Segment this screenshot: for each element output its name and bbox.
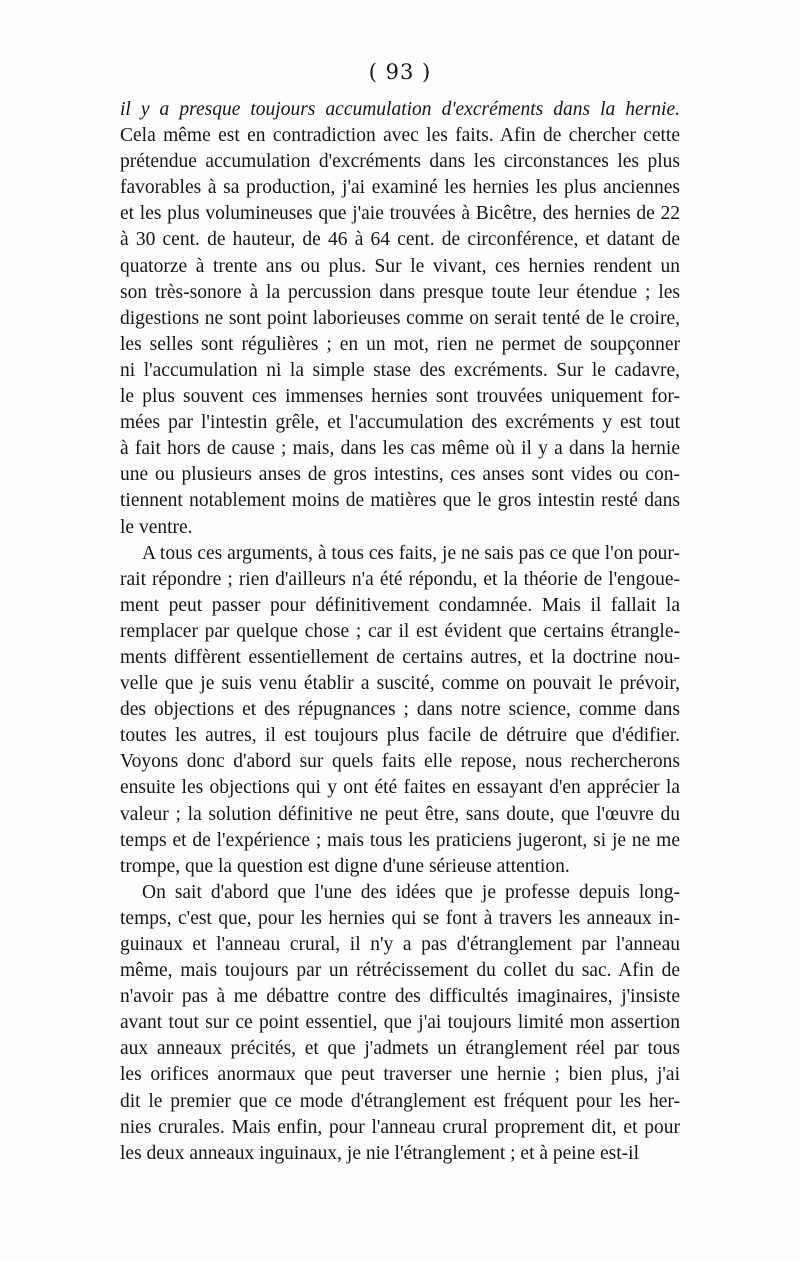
paragraph-p1 bbox=[120, 97, 680, 541]
text-line: toutes les autres, il est toujours plus facile de détruire que d'édifier. bbox=[120, 725, 680, 747]
text-line: le plus souvent ces immenses hernies sont trouvées uniquement for- bbox=[120, 386, 680, 408]
text-line: ment peut passer pour définitivement condamnée. Mais il fallait la bbox=[120, 594, 680, 616]
text-line: une ou plusieurs anses de gros intestins, ces anses sont vides ou con- bbox=[120, 464, 680, 486]
text-line: mées par l'intestin grêle, et l'accumulation des excréments y est tout bbox=[120, 412, 680, 434]
page-number: ( 93 ) bbox=[368, 60, 432, 84]
text-line: valeur ; la solution définitive ne peut être, sans doute, que l'œuvre du bbox=[120, 803, 680, 825]
text-line: ensuite les objections qui y ont été faites en essayant d'en apprécier la bbox=[120, 777, 680, 799]
text-line: trompe, que la question est digne d'une sérieuse attention. bbox=[120, 855, 570, 877]
text-line: même, mais toujours par un rétrécissement du collet du sac. Afin de bbox=[120, 960, 680, 982]
text-line: Cela même est en contradiction avec les faits. Afin de chercher cette bbox=[120, 125, 680, 147]
text-line: à 30 cent. de hauteur, de 46 à 64 cent. de circonférence, et datant de bbox=[120, 229, 680, 251]
text-line: ments diffèrent essentiellement de certains autres, et la doctrine nou- bbox=[120, 646, 680, 668]
text-line: n'avoir pas à me débattre contre des difficultés imaginaires, j'insiste bbox=[120, 986, 680, 1008]
text-line: avant tout sur ce point essentiel, que j'ai toujours limité mon assertion bbox=[120, 1012, 680, 1034]
text-line: les deux anneaux inguinaux, je nie l'étranglement ; et à peine est-il bbox=[120, 1142, 639, 1164]
text-line: guinaux et l'anneau crural, il n'y a pas d'étranglement par l'anneau bbox=[120, 934, 680, 955]
paragraph-p2 bbox=[120, 541, 680, 880]
text-line: prétendue accumulation d'excréments dans les circonstances les plus bbox=[120, 151, 680, 173]
text-line: et les plus volumineuses que j'aie trouvées à Bicêtre, des hernies de 22 bbox=[120, 203, 680, 225]
text-line: son très-sonore à la percussion dans presque toute leur étendue ; les bbox=[120, 281, 680, 303]
text-line: temps et de l'expérience ; mais tous les praticiens jugeront, si je ne me bbox=[120, 829, 680, 851]
text-line: favorables à sa production, j'ai examiné les hernies les plus anciennes bbox=[120, 177, 680, 199]
text-line: Voyons donc d'abord sur quels faits elle repose, nous rechercherons bbox=[120, 751, 680, 773]
paragraph-p3 bbox=[120, 880, 680, 1167]
text-line: aux anneaux précités, et que j'admets un étranglement réel par tous bbox=[120, 1038, 680, 1060]
text-line: tiennent notablement moins de matières que le gros intestin resté dans bbox=[120, 490, 680, 512]
text-line: le ventre. bbox=[120, 516, 193, 538]
text-line: velle que je suis venu établir a suscité, comme on pouvait le prévoir, bbox=[120, 673, 680, 695]
text-line: ni l'accumulation ni la simple stase des excréments. Sur le cadavre, bbox=[120, 359, 680, 381]
text-line: dit le premier que ce mode d'étranglement est fréquent pour les her- bbox=[120, 1090, 680, 1112]
text-line: il y a presque toujours accumulation d'excréments dans la hernie. bbox=[120, 99, 680, 120]
text-line: des objections et des répugnances ; dans notre science, comme dans bbox=[120, 699, 680, 721]
text-line: quatorze à trente ans ou plus. Sur le vivant, ces hernies rendent un bbox=[120, 255, 680, 277]
text-line: remplacer par quelque chose ; car il est évident que certains étrangle- bbox=[120, 620, 680, 642]
body-text bbox=[120, 97, 680, 1167]
text-line: nies crurales. Mais enfin, pour l'anneau crural proprement dit, et pour bbox=[120, 1116, 680, 1138]
text-line: les orifices anormaux que peut traverser une hernie ; bien plus, j'ai bbox=[120, 1064, 680, 1086]
text-line: digestions ne sont point laborieuses comme on serait tenté de le croire, bbox=[120, 307, 680, 329]
text-line: rait répondre ; rien d'ailleurs n'a été répondu, et la théorie de l'engoue- bbox=[120, 568, 680, 590]
text-line: A tous ces arguments, à tous ces faits, je ne sais pas ce que l'on pour- bbox=[142, 542, 680, 564]
text-line: temps, c'est que, pour les hernies qui se font à travers les anneaux in- bbox=[120, 907, 680, 929]
text-line: à fait hors de cause ; mais, dans les cas même où il y a dans la hernie bbox=[120, 438, 680, 460]
text-line: les selles sont régulières ; en un mot, rien ne permet de soupçonner bbox=[120, 333, 680, 355]
text-line: On sait d'abord que l'une des idées que je professe depuis long- bbox=[142, 881, 680, 903]
